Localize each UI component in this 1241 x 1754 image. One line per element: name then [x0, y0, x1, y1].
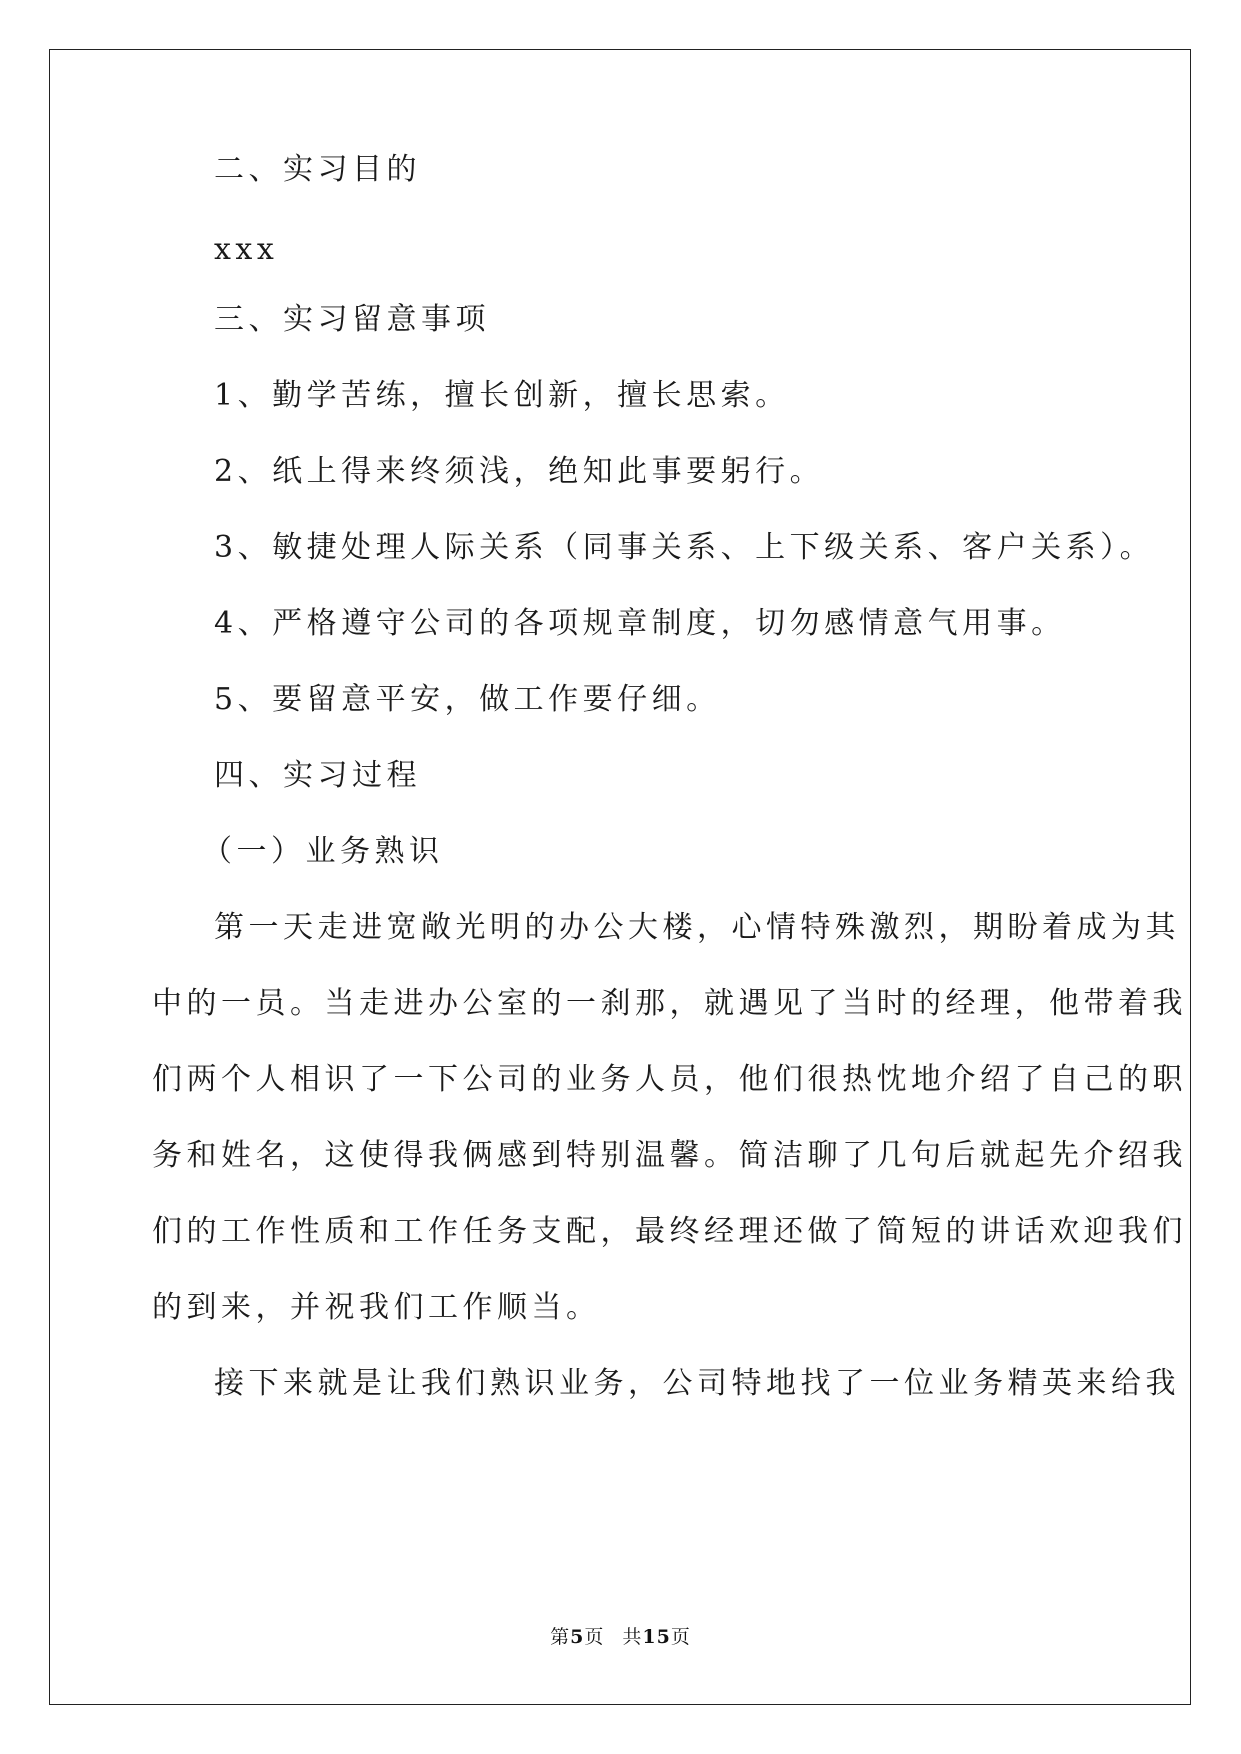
- footer-total-pages: 15: [642, 1626, 671, 1648]
- list-item: 1、勤学苦练，擅长创新，擅长思索。: [214, 378, 790, 413]
- paragraph-line: 们的工作性质和工作任务支配，最终经理还做了简短的讲话欢迎我们: [152, 1214, 1187, 1249]
- paragraph-line: 们两个人相识了一下公司的业务人员，他们很热忱地介绍了自己的职: [152, 1062, 1187, 1097]
- footer-prefix: 第: [550, 1626, 571, 1648]
- paragraph-line: 中的一员。当走进办公室的一刹那，就遇见了当时的经理，他带着我: [152, 986, 1187, 1021]
- footer-total-prefix: 共: [622, 1626, 643, 1648]
- section-2-content: xxx: [214, 232, 279, 267]
- paragraph-line: 第一天走进宽敞光明的办公大楼，心情特殊激烈，期盼着成为其: [214, 910, 1180, 945]
- paragraph-line: 务和姓名，这使得我俩感到特别温馨。简洁聊了几句后就起先介绍我: [152, 1138, 1187, 1173]
- section-4-heading: 四、实习过程: [214, 758, 421, 793]
- section-2-heading: 二、实习目的: [214, 152, 421, 187]
- paragraph-line: 的到来，并祝我们工作顺当。: [152, 1290, 601, 1325]
- footer-page-suffix: 页: [584, 1626, 605, 1648]
- list-item: 3、敏捷处理人际关系（同事关系、上下级关系、客户关系）。: [214, 530, 1155, 565]
- section-4-subheading: （一）业务熟识: [202, 834, 444, 869]
- list-item: 2、纸上得来终须浅，绝知此事要躬行。: [214, 454, 825, 489]
- page-frame: [49, 49, 1191, 1705]
- list-item: 5、要留意平安，做工作要仔细。: [214, 682, 721, 717]
- list-item: 4、严格遵守公司的各项规章制度，切勿感情意气用事。: [214, 606, 1066, 641]
- footer-total-suffix: 页: [670, 1626, 691, 1648]
- page-footer: [0, 1625, 1241, 1649]
- footer-page-number: 5: [570, 1626, 585, 1648]
- paragraph-line: 接下来就是让我们熟识业务，公司特地找了一位业务精英来给我: [214, 1366, 1180, 1401]
- section-3-heading: 三、实习留意事项: [214, 302, 490, 337]
